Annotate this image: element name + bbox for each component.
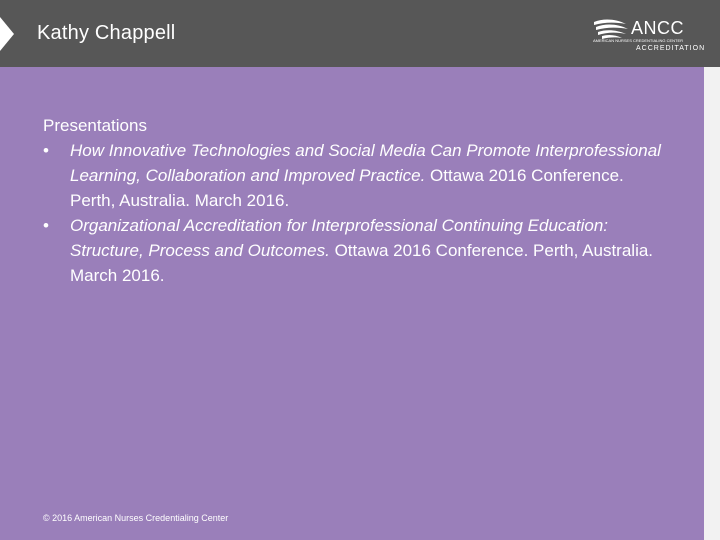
- presentation-title: How Innovative Technologies and Social Media Can Promote Interprofessional Learning, Collaboration and Improved Practice.: [70, 141, 661, 185]
- ancc-logo-icon: [592, 16, 706, 52]
- copyright-footer: © 2016 American Nurses Credentialing Center: [43, 513, 229, 523]
- header-bar: [0, 0, 720, 67]
- ancc-accreditation-logo: [592, 16, 706, 52]
- list-item: [43, 213, 663, 288]
- page-title: Kathy Chappell: [37, 22, 176, 44]
- logo-wordmark: ANCC: [631, 18, 685, 38]
- logo-tagline: AMERICAN NURSES CREDENTIALING CENTER: [593, 38, 684, 43]
- list-item: [43, 138, 663, 213]
- swoosh-icon: [594, 20, 628, 39]
- presentation-title: Organizational Accreditation for Interprofessional Continuing Education: Structure, Process and Outcomes.: [70, 216, 609, 260]
- presentations-list: [43, 138, 663, 288]
- bullet-marker: •: [43, 141, 49, 160]
- logo-subtitle: ACCREDITATION: [636, 45, 706, 52]
- bullet-marker: •: [43, 216, 49, 235]
- right-edge-strip: [704, 0, 720, 540]
- section-heading: Presentations: [43, 116, 147, 135]
- presentation-details: Ottawa 2016 Conference. Perth, Australia. March 2016.: [70, 166, 624, 210]
- presentation-details: Ottawa 2016 Conference. Perth, Australia. March 2016.: [70, 241, 654, 285]
- header-arrow-notch: [0, 17, 14, 51]
- main-content: [43, 113, 663, 288]
